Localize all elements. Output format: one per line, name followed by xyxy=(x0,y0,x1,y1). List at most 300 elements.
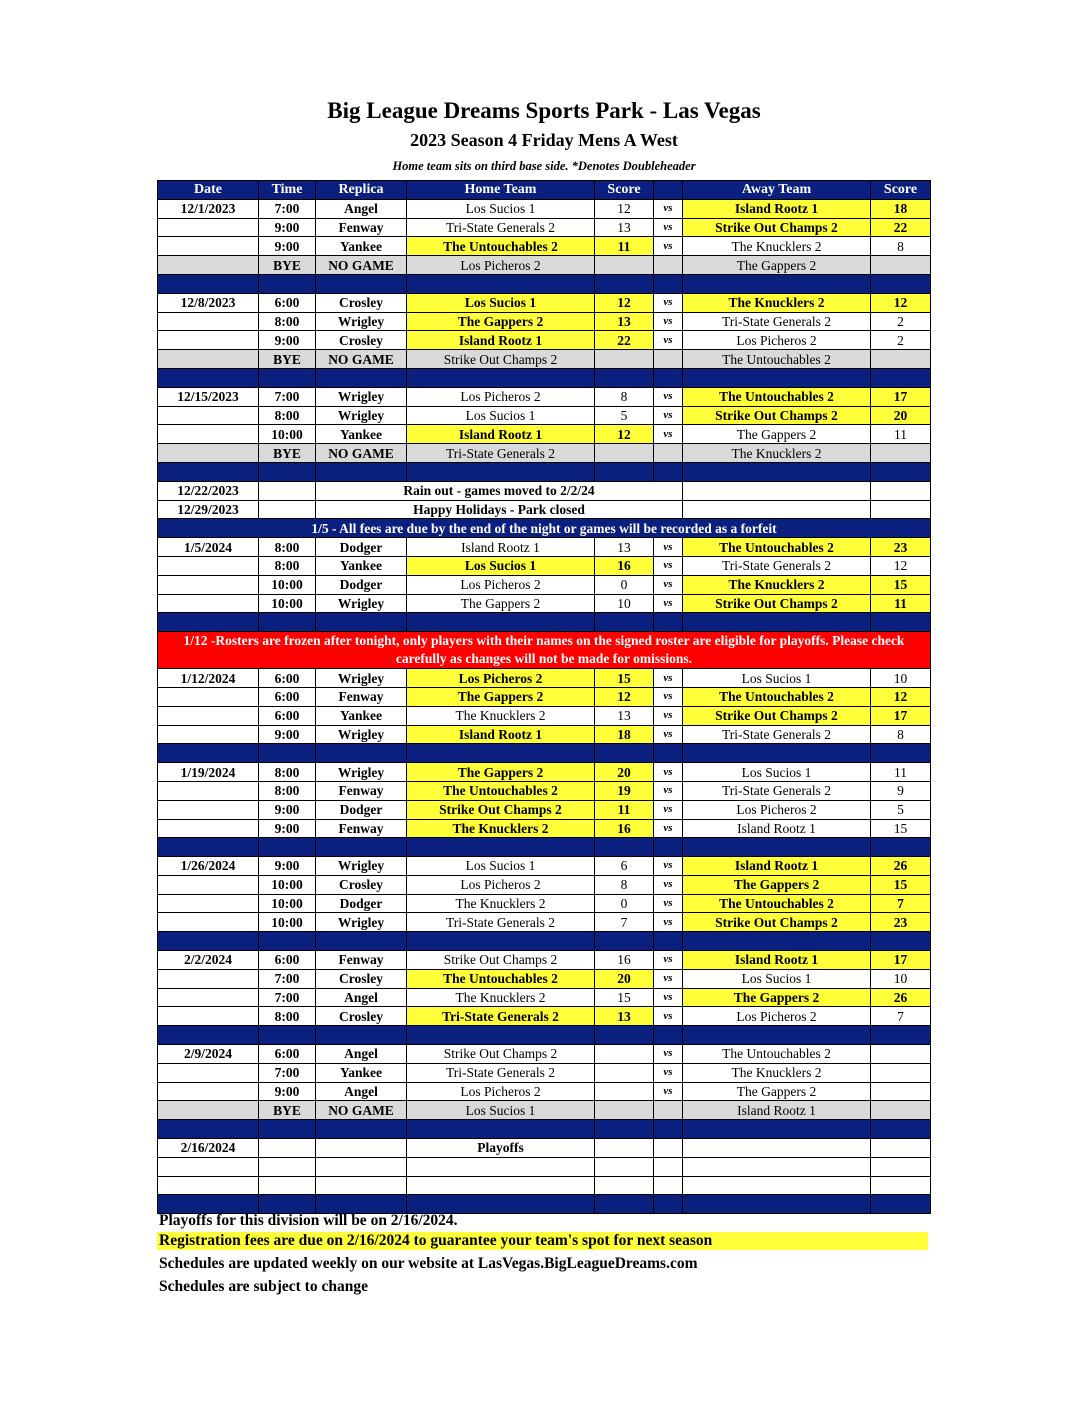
time-cell: 6:00 xyxy=(259,1045,316,1064)
separator-row xyxy=(158,744,931,763)
empty-cell xyxy=(407,1157,595,1176)
table-row xyxy=(158,951,931,970)
announcement-row xyxy=(158,519,931,538)
time-cell: 7:00 xyxy=(259,199,316,218)
home-team-cell: Tri-State Generals 2 xyxy=(407,913,595,932)
date-cell: 2/2/2024 xyxy=(158,951,259,970)
separator-cell xyxy=(407,1120,595,1139)
home-score-cell: 13 xyxy=(595,312,654,331)
separator-row xyxy=(158,932,931,951)
separator-cell xyxy=(871,1195,931,1214)
column-header-replica: Replica xyxy=(316,181,407,200)
table-row xyxy=(158,1082,931,1101)
table-row xyxy=(158,331,931,350)
field-cell: Fenway xyxy=(316,218,407,237)
separator-cell xyxy=(316,613,407,632)
time-cell: 10:00 xyxy=(259,425,316,444)
away-team-cell: Island Rootz 1 xyxy=(683,857,871,876)
date-cell xyxy=(158,556,259,575)
field-cell: NO GAME xyxy=(316,256,407,275)
home-score-cell: 12 xyxy=(595,425,654,444)
separator-cell xyxy=(871,838,931,857)
field-cell: Wrigley xyxy=(316,725,407,744)
separator-cell xyxy=(407,1195,595,1214)
field-cell: Angel xyxy=(316,199,407,218)
away-score-cell: 17 xyxy=(871,951,931,970)
separator-cell xyxy=(316,1195,407,1214)
field-cell: NO GAME xyxy=(316,1101,407,1120)
home-score-cell: 22 xyxy=(595,331,654,350)
column-header-home-score: Score xyxy=(595,181,654,200)
empty-cell xyxy=(683,1139,871,1158)
separator-cell xyxy=(871,274,931,293)
vs-cell: vs xyxy=(654,913,683,932)
away-score-cell: 23 xyxy=(871,538,931,557)
field-cell: Crosley xyxy=(316,875,407,894)
time-cell: 7:00 xyxy=(259,969,316,988)
field-cell: Crosley xyxy=(316,1007,407,1026)
vs-cell: vs xyxy=(654,875,683,894)
date-cell: 1/26/2024 xyxy=(158,857,259,876)
home-score-cell: 11 xyxy=(595,800,654,819)
vs-cell: vs xyxy=(654,218,683,237)
separator-cell xyxy=(316,1026,407,1045)
separator-cell xyxy=(407,744,595,763)
home-score-cell: 13 xyxy=(595,706,654,725)
date-cell xyxy=(158,425,259,444)
away-score-cell xyxy=(871,481,931,500)
away-score-cell xyxy=(871,350,931,369)
vs-cell: vs xyxy=(654,819,683,838)
away-team-cell: Tri-State Generals 2 xyxy=(683,781,871,800)
date-cell xyxy=(158,1082,259,1101)
table-row xyxy=(158,199,931,218)
message-cell: Rain out - games moved to 2/2/24 xyxy=(316,481,683,500)
vs-cell: vs xyxy=(654,763,683,782)
separator-cell xyxy=(316,368,407,387)
field-cell: Wrigley xyxy=(316,763,407,782)
separator-cell xyxy=(316,1120,407,1139)
date-cell: 12/22/2023 xyxy=(158,481,259,500)
table-row xyxy=(158,237,931,256)
date-cell xyxy=(158,350,259,369)
separator-row xyxy=(158,368,931,387)
time-cell: 8:00 xyxy=(259,781,316,800)
home-team-cell: Island Rootz 1 xyxy=(407,425,595,444)
vs-cell: vs xyxy=(654,988,683,1007)
empty-cell xyxy=(871,1139,931,1158)
separator-cell xyxy=(316,274,407,293)
date-cell xyxy=(158,800,259,819)
away-score-cell: 20 xyxy=(871,406,931,425)
separator-cell xyxy=(654,613,683,632)
home-score-cell: 16 xyxy=(595,556,654,575)
footer-website-note: Schedules are updated weekly on our website at LasVegas.BigLeagueDreams.com xyxy=(159,1255,698,1272)
date-cell xyxy=(158,725,259,744)
away-score-cell: 11 xyxy=(871,425,931,444)
away-team-cell: Los Picheros 2 xyxy=(683,800,871,819)
separator-row xyxy=(158,1026,931,1045)
table-row xyxy=(158,988,931,1007)
table-row xyxy=(158,218,931,237)
away-score-cell xyxy=(871,1082,931,1101)
separator-cell xyxy=(654,1195,683,1214)
time-cell: 8:00 xyxy=(259,556,316,575)
separator-cell xyxy=(871,932,931,951)
field-cell: Fenway xyxy=(316,781,407,800)
date-cell xyxy=(158,237,259,256)
time-cell: 10:00 xyxy=(259,875,316,894)
field-cell: Wrigley xyxy=(316,387,407,406)
away-score-cell: 2 xyxy=(871,331,931,350)
away-team-cell: The Knucklers 2 xyxy=(683,1063,871,1082)
separator-cell xyxy=(683,932,871,951)
separator-cell xyxy=(595,274,654,293)
field-cell: Wrigley xyxy=(316,406,407,425)
time-cell: 6:00 xyxy=(259,706,316,725)
date-cell: 1/12/2024 xyxy=(158,669,259,688)
home-score-cell: 8 xyxy=(595,387,654,406)
separator-row xyxy=(158,1120,931,1139)
away-team-cell: The Knucklers 2 xyxy=(683,237,871,256)
time-cell: 6:00 xyxy=(259,687,316,706)
vs-cell: vs xyxy=(654,800,683,819)
away-score-cell: 26 xyxy=(871,857,931,876)
time-cell: BYE xyxy=(259,256,316,275)
separator-cell xyxy=(259,1195,316,1214)
field-cell: Fenway xyxy=(316,819,407,838)
home-score-cell xyxy=(595,1101,654,1120)
away-team-cell: The Untouchables 2 xyxy=(683,1045,871,1064)
home-score-cell: 11 xyxy=(595,237,654,256)
page-title: Big League Dreams Sports Park - Las Vegas xyxy=(327,98,761,123)
home-score-cell xyxy=(595,256,654,275)
time-cell: 8:00 xyxy=(259,1007,316,1026)
separator-cell xyxy=(595,1120,654,1139)
time-cell: 8:00 xyxy=(259,312,316,331)
vs-cell: vs xyxy=(654,687,683,706)
vs-cell: vs xyxy=(654,387,683,406)
date-cell xyxy=(158,331,259,350)
separator-cell xyxy=(683,1120,871,1139)
time-cell: 10:00 xyxy=(259,913,316,932)
column-header-home-team: Home Team xyxy=(407,181,595,200)
home-team-cell: The Gappers 2 xyxy=(407,312,595,331)
table-row xyxy=(158,687,931,706)
table-header-row xyxy=(158,181,931,200)
away-team-cell: Strike Out Champs 2 xyxy=(683,594,871,613)
field-cell: Wrigley xyxy=(316,312,407,331)
date-cell xyxy=(158,988,259,1007)
date-cell xyxy=(158,218,259,237)
away-team-cell: The Knucklers 2 xyxy=(683,293,871,312)
field-cell: NO GAME xyxy=(316,444,407,463)
separator-cell xyxy=(158,1026,259,1045)
home-team-cell: Los Sucios 1 xyxy=(407,857,595,876)
time-cell: 8:00 xyxy=(259,538,316,557)
away-score-cell: 22 xyxy=(871,218,931,237)
away-score-cell: 11 xyxy=(871,594,931,613)
home-score-cell: 12 xyxy=(595,199,654,218)
separator-cell xyxy=(158,1120,259,1139)
empty-cell xyxy=(259,1157,316,1176)
home-score-cell: 20 xyxy=(595,763,654,782)
date-cell: 1/5/2024 xyxy=(158,538,259,557)
away-score-cell: 15 xyxy=(871,819,931,838)
page-subtitle: 2023 Season 4 Friday Mens A West xyxy=(410,130,678,150)
separator-cell xyxy=(259,744,316,763)
away-team-cell: The Untouchables 2 xyxy=(683,387,871,406)
time-cell: 8:00 xyxy=(259,406,316,425)
vs-cell: vs xyxy=(654,1007,683,1026)
home-team-cell: Los Picheros 2 xyxy=(407,875,595,894)
date-cell xyxy=(158,256,259,275)
home-team-cell: Island Rootz 1 xyxy=(407,331,595,350)
table-row xyxy=(158,293,931,312)
vs-cell: vs xyxy=(654,331,683,350)
separator-cell xyxy=(654,932,683,951)
vs-cell xyxy=(654,350,683,369)
empty-cell xyxy=(158,1157,259,1176)
separator-cell xyxy=(683,274,871,293)
away-score-cell: 5 xyxy=(871,800,931,819)
separator-cell xyxy=(654,462,683,481)
field-cell: Yankee xyxy=(316,425,407,444)
vs-cell: vs xyxy=(654,425,683,444)
home-team-cell: Los Sucios 1 xyxy=(407,556,595,575)
time-cell: 9:00 xyxy=(259,331,316,350)
footer-registration-note: Registration fees are due on 2/16/2024 to guarantee your team's spot for next season xyxy=(157,1232,928,1250)
date-cell: 1/19/2024 xyxy=(158,763,259,782)
date-cell xyxy=(158,687,259,706)
home-score-cell: 13 xyxy=(595,538,654,557)
separator-cell xyxy=(683,368,871,387)
home-team-cell: The Gappers 2 xyxy=(407,763,595,782)
separator-cell xyxy=(595,744,654,763)
table-row xyxy=(158,669,931,688)
field-cell: Angel xyxy=(316,1045,407,1064)
vs-cell: vs xyxy=(654,725,683,744)
vs-cell: vs xyxy=(654,199,683,218)
away-team-cell: Los Sucios 1 xyxy=(683,969,871,988)
separator-cell xyxy=(259,462,316,481)
separator-cell xyxy=(407,462,595,481)
away-team-cell: The Gappers 2 xyxy=(683,988,871,1007)
away-team-cell: Tri-State Generals 2 xyxy=(683,725,871,744)
home-team-cell: The Gappers 2 xyxy=(407,687,595,706)
time-cell xyxy=(259,481,316,500)
vs-cell: vs xyxy=(654,669,683,688)
home-score-cell: 8 xyxy=(595,875,654,894)
away-score-cell: 8 xyxy=(871,237,931,256)
away-team-cell xyxy=(683,500,871,519)
empty-cell xyxy=(654,1139,683,1158)
home-team-cell: Los Picheros 2 xyxy=(407,575,595,594)
field-cell: Wrigley xyxy=(316,913,407,932)
home-team-cell: The Knucklers 2 xyxy=(407,894,595,913)
home-score-cell xyxy=(595,444,654,463)
away-score-cell: 7 xyxy=(871,894,931,913)
home-team-cell: Los Picheros 2 xyxy=(407,387,595,406)
date-cell xyxy=(158,894,259,913)
table-row xyxy=(158,425,931,444)
vs-cell: vs xyxy=(654,1063,683,1082)
field-cell: Angel xyxy=(316,988,407,1007)
separator-cell xyxy=(158,462,259,481)
table-row xyxy=(158,538,931,557)
date-cell: 12/1/2023 xyxy=(158,199,259,218)
away-score-cell: 12 xyxy=(871,293,931,312)
separator-cell xyxy=(595,613,654,632)
schedule-note: Home team sits on third base side. *Denotes Doubleheader xyxy=(392,159,696,173)
vs-cell: vs xyxy=(654,575,683,594)
column-header-away-score: Score xyxy=(871,181,931,200)
separator-cell xyxy=(407,368,595,387)
date-cell xyxy=(158,406,259,425)
away-score-cell: 11 xyxy=(871,763,931,782)
vs-cell: vs xyxy=(654,969,683,988)
empty-cell xyxy=(595,1139,654,1158)
date-cell xyxy=(158,312,259,331)
field-cell: Dodger xyxy=(316,800,407,819)
time-cell: 6:00 xyxy=(259,669,316,688)
table-row xyxy=(158,1063,931,1082)
away-team-cell: The Knucklers 2 xyxy=(683,575,871,594)
time-cell: 9:00 xyxy=(259,218,316,237)
table-row xyxy=(158,894,931,913)
home-score-cell: 13 xyxy=(595,1007,654,1026)
home-score-cell: 6 xyxy=(595,857,654,876)
vs-cell: vs xyxy=(654,556,683,575)
home-score-cell: 12 xyxy=(595,687,654,706)
vs-cell: vs xyxy=(654,1045,683,1064)
away-score-cell: 9 xyxy=(871,781,931,800)
away-score-cell xyxy=(871,256,931,275)
away-team-cell: Los Sucios 1 xyxy=(683,763,871,782)
separator-row xyxy=(158,1195,931,1214)
column-header-away-team: Away Team xyxy=(683,181,871,200)
separator-cell xyxy=(259,613,316,632)
empty-cell xyxy=(407,1176,595,1195)
table-row xyxy=(158,725,931,744)
date-cell xyxy=(158,781,259,800)
away-score-cell: 17 xyxy=(871,387,931,406)
footer-playoffs-note: Playoffs for this division will be on 2/16/2024. xyxy=(159,1212,458,1229)
field-cell: Crosley xyxy=(316,331,407,350)
vs-cell: vs xyxy=(654,237,683,256)
time-cell: 6:00 xyxy=(259,293,316,312)
home-score-cell: 15 xyxy=(595,988,654,1007)
bye-row xyxy=(158,1101,931,1120)
table-row xyxy=(158,706,931,725)
date-cell xyxy=(158,969,259,988)
home-score-cell: 16 xyxy=(595,951,654,970)
separator-cell xyxy=(407,838,595,857)
separator-cell xyxy=(316,932,407,951)
table-row xyxy=(158,594,931,613)
field-cell xyxy=(316,1139,407,1158)
away-team-cell xyxy=(683,481,871,500)
date-cell xyxy=(158,575,259,594)
vs-cell: vs xyxy=(654,406,683,425)
separator-cell xyxy=(683,744,871,763)
blank-row xyxy=(158,1176,931,1195)
column-header-date: Date xyxy=(158,181,259,200)
table-row xyxy=(158,913,931,932)
table-row xyxy=(158,1007,931,1026)
time-cell xyxy=(259,1139,316,1158)
table-row xyxy=(158,575,931,594)
separator-cell xyxy=(654,838,683,857)
home-score-cell: 0 xyxy=(595,894,654,913)
empty-cell xyxy=(158,1176,259,1195)
date-cell: 12/8/2023 xyxy=(158,293,259,312)
separator-cell xyxy=(654,1026,683,1045)
home-team-cell: The Untouchables 2 xyxy=(407,781,595,800)
separator-cell xyxy=(407,274,595,293)
vs-cell: vs xyxy=(654,857,683,876)
away-team-cell: The Gappers 2 xyxy=(683,425,871,444)
home-team-cell: Los Sucios 1 xyxy=(407,293,595,312)
away-team-cell: Strike Out Champs 2 xyxy=(683,406,871,425)
date-cell xyxy=(158,594,259,613)
column-header-vs xyxy=(654,181,683,200)
away-team-cell: Strike Out Champs 2 xyxy=(683,706,871,725)
vs-cell: vs xyxy=(654,312,683,331)
table-row xyxy=(158,819,931,838)
time-cell: 10:00 xyxy=(259,594,316,613)
away-score-cell: 8 xyxy=(871,725,931,744)
home-team-cell: Tri-State Generals 2 xyxy=(407,1063,595,1082)
date-cell: 12/15/2023 xyxy=(158,387,259,406)
home-score-cell: 13 xyxy=(595,218,654,237)
column-header-time: Time xyxy=(259,181,316,200)
away-team-cell: The Gappers 2 xyxy=(683,256,871,275)
vs-cell: vs xyxy=(654,706,683,725)
table-row xyxy=(158,969,931,988)
table-row xyxy=(158,857,931,876)
date-cell xyxy=(158,913,259,932)
message-cell: Happy Holidays - Park closed xyxy=(316,500,683,519)
away-score-cell: 15 xyxy=(871,875,931,894)
home-score-cell: 18 xyxy=(595,725,654,744)
time-cell: 6:00 xyxy=(259,951,316,970)
empty-cell xyxy=(654,1176,683,1195)
separator-cell xyxy=(654,368,683,387)
separator-cell xyxy=(259,274,316,293)
separator-row xyxy=(158,462,931,481)
blank-row xyxy=(158,1157,931,1176)
date-cell xyxy=(158,819,259,838)
away-team-cell: The Untouchables 2 xyxy=(683,350,871,369)
empty-cell xyxy=(654,1157,683,1176)
home-score-cell xyxy=(595,1082,654,1101)
field-cell: Yankee xyxy=(316,1063,407,1082)
table-row xyxy=(158,312,931,331)
field-cell: Wrigley xyxy=(316,594,407,613)
schedule-body xyxy=(158,199,931,1213)
table-row xyxy=(158,387,931,406)
field-cell: Crosley xyxy=(316,969,407,988)
field-cell: Yankee xyxy=(316,706,407,725)
away-team-cell: Los Sucios 1 xyxy=(683,669,871,688)
announcement-cell: 1/5 - All fees are due by the end of the night or games will be recorded as a forfeit xyxy=(158,519,931,538)
away-score-cell: 23 xyxy=(871,913,931,932)
separator-cell xyxy=(683,462,871,481)
message-row xyxy=(158,500,931,519)
away-score-cell: 12 xyxy=(871,687,931,706)
home-team-cell: Tri-State Generals 2 xyxy=(407,444,595,463)
